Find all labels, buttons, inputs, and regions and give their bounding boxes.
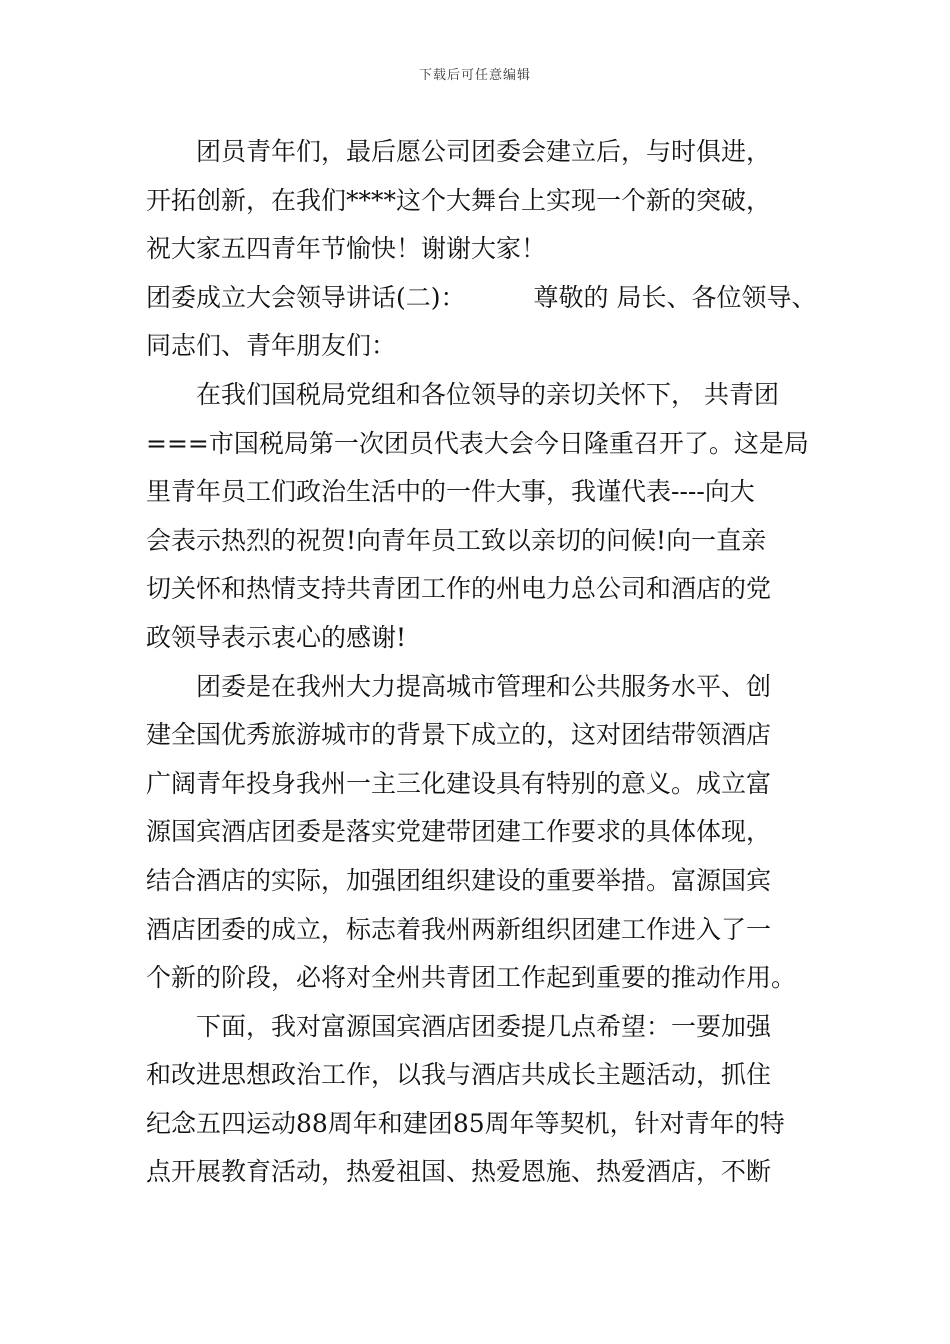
paragraph-line: 祝大家五四青年节愉快！谢谢大家！ (146, 234, 547, 264)
paragraph-line: 酒店团委的成立，标志着我州两新组织团建工作进入了一 (146, 914, 772, 944)
salutation-start: 尊敬的 局长、各位领导、 (533, 282, 817, 312)
paragraph-line: 点开展教育活动，热爱祖国、热爱恩施、热爱酒店，不断 (146, 1157, 772, 1187)
paragraph-line: 同志们、青年朋友们： (146, 331, 397, 361)
paragraph-line: 会表示热烈的祝贺!向青年员工致以亲切的问候!向一直亲 (146, 525, 767, 555)
paragraph-line: ===市国税局第一次团员代表大会今日隆重召开了。这是局 (146, 428, 809, 458)
paragraph-line: 和改进思想政治工作，以我与酒店共成长主题活动，抓住 (146, 1060, 772, 1090)
paragraph-line: 下面，我对富源国宾酒店团委提几点希望：一要加强 (196, 1011, 772, 1041)
paragraph-line: 纪念五四运动88周年和建团85周年等契机，针对青年的特 (146, 1108, 785, 1138)
paragraph-line: 切关怀和热情支持共青团工作的州电力总公司和酒店的党 (146, 574, 772, 604)
paragraph-line: 政领导表示衷心的感谢! (146, 622, 407, 652)
paragraph-line: 个新的阶段，必将对全州共青团工作起到重要的推动作用。 (146, 963, 797, 993)
paragraph-line: 团委是在我州大力提高城市管理和公共服务水平、创 (196, 671, 772, 701)
paragraph-line: 源国宾酒店团委是落实党建带团建工作要求的具体体现， (146, 817, 772, 847)
paragraph-line: 建全国优秀旅游城市的背景下成立的，这对团结带领酒店 (146, 720, 772, 750)
page-header: 下载后可任意编辑 (418, 68, 531, 83)
paragraph-line: 结合酒店的实际，加强团组织建设的重要举措。富源国宾 (146, 865, 772, 895)
paragraph-line: 在我们国税局党组和各位领导的亲切关怀下， 共青团 (196, 379, 779, 409)
paragraph-line: 里青年员工们政治生活中的一件大事，我谨代表----向大 (146, 477, 755, 507)
paragraph-line: 开拓创新，在我们****这个大舞台上实现一个新的突破， (146, 185, 772, 215)
paragraph-line: 广阔青年投身我州一主三化建设具有特别的意义。成立富 (146, 768, 772, 798)
section-heading-line (146, 274, 826, 323)
document-body (146, 128, 826, 1197)
section-heading: 团委成立大会领导讲话(二)： (146, 282, 466, 312)
paragraph-line: 团员青年们，最后愿公司团委会建立后，与时俱进， (196, 137, 772, 166)
